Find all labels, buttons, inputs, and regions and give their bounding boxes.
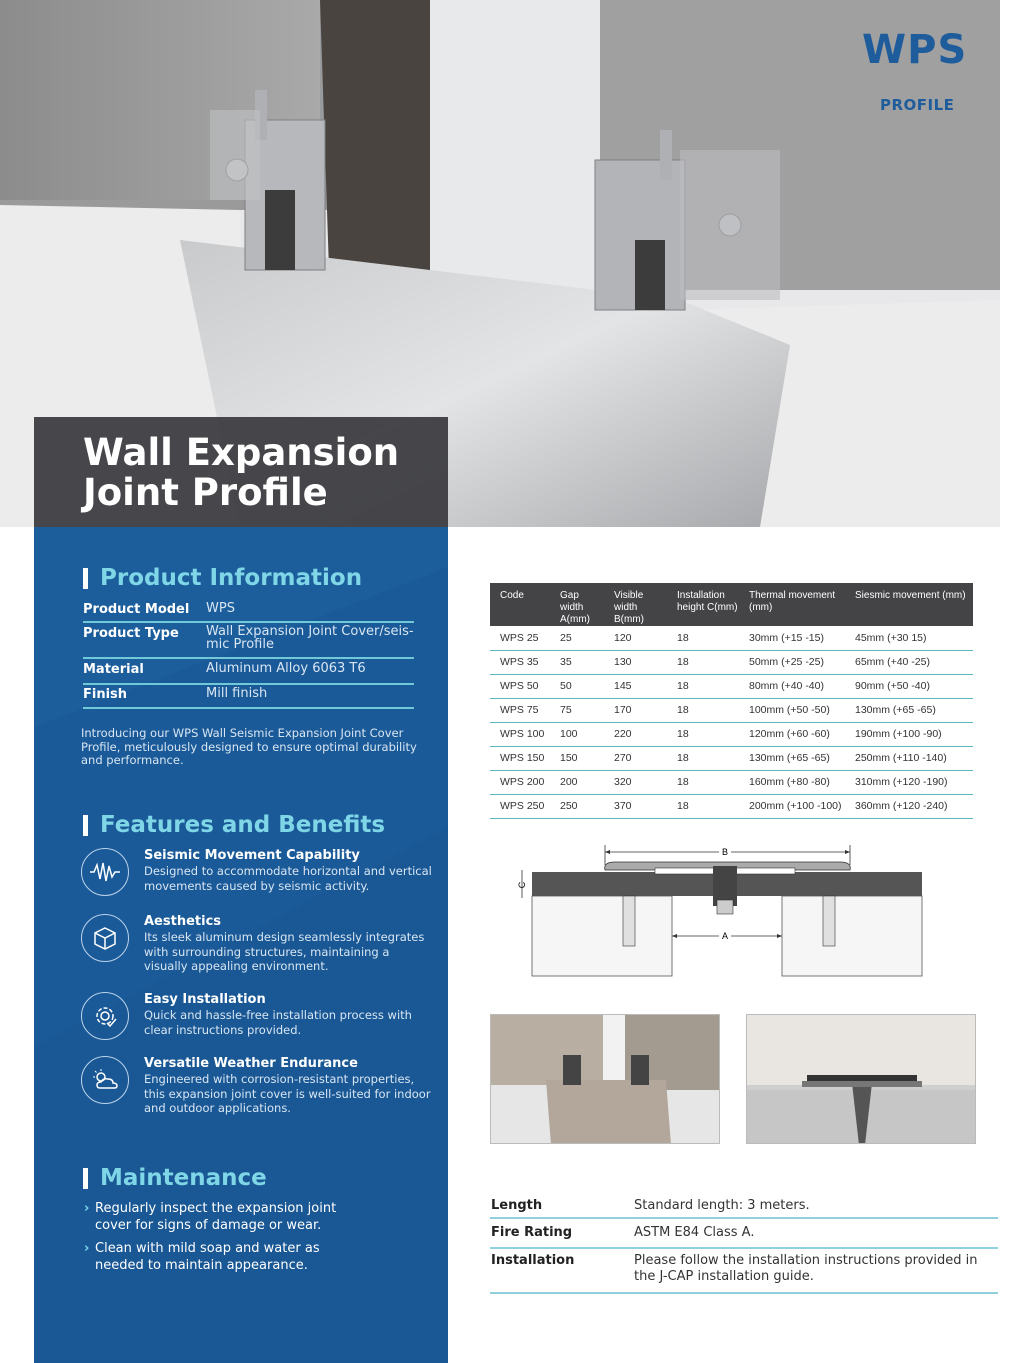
table-cell: 18 xyxy=(667,626,739,650)
table-cell: 130mm (+65 -65) xyxy=(845,698,973,722)
table-cell: 18 xyxy=(667,770,739,794)
gear-check-icon xyxy=(81,992,129,1040)
table-cell: 220 xyxy=(604,722,667,746)
col-seismic-movement: Siesmic movement (mm) xyxy=(845,583,973,626)
col-visible-width: Visible width B(mm) xyxy=(604,583,667,626)
col-code: Code xyxy=(490,583,550,626)
info-row-model: Product Model WPS xyxy=(83,599,414,623)
table-cell: WPS 35 xyxy=(490,650,550,674)
table-cell: 320 xyxy=(604,770,667,794)
feature-weather: Versatile Weather Endurance Engineered with corrosion-resistant properties, this expansion joint cover is well-suited for indoor and outdoor applications. xyxy=(81,1056,431,1118)
table-cell: 65mm (+40 -25) xyxy=(845,650,973,674)
feature-aesthetics: Aesthetics Its sleek aluminum design seamlessly integrates with surrounding structures, maintaining a visually appealing environment. xyxy=(81,914,431,980)
table-cell: 18 xyxy=(667,722,739,746)
maintenance-heading: Maintenance xyxy=(83,1165,267,1191)
table-cell: 150 xyxy=(550,746,604,770)
dimension-b-label: B xyxy=(721,847,729,857)
table-cell: 170 xyxy=(604,698,667,722)
cross-section-diagram xyxy=(505,840,975,985)
spec-row-length: Length Standard length: 3 meters. xyxy=(490,1196,998,1219)
table-cell: 360mm (+120 -240) xyxy=(845,794,973,818)
info-row-material: Material Aluminum Alloy 6063 T6 xyxy=(83,659,414,685)
table-cell: 120mm (+60 -60) xyxy=(739,722,845,746)
table-cell: 35 xyxy=(550,650,604,674)
table-cell: 50mm (+25 -25) xyxy=(739,650,845,674)
table-cell: 250mm (+110 -140) xyxy=(845,746,973,770)
table-header-row xyxy=(490,583,973,626)
table-cell: 18 xyxy=(667,650,739,674)
col-gap-width: Gap width A(mm) xyxy=(550,583,604,626)
page-title: Wall Expansion Joint Profile xyxy=(83,431,400,514)
info-row-finish: Finish Mill finish xyxy=(83,685,414,709)
table-cell: 50 xyxy=(550,674,604,698)
install-photo-floor xyxy=(746,1014,976,1144)
table-cell: 90mm (+50 -40) xyxy=(845,674,973,698)
table-cell: 190mm (+100 -90) xyxy=(845,722,973,746)
table-row xyxy=(490,722,973,746)
table-row xyxy=(490,746,973,770)
feature-installation: Easy Installation Quick and hassle-free installation process with clear instructions provided. xyxy=(81,992,431,1044)
table-cell: 18 xyxy=(667,674,739,698)
table-cell: 145 xyxy=(604,674,667,698)
table-cell: 80mm (+40 -40) xyxy=(739,674,845,698)
table-cell: 160mm (+80 -80) xyxy=(739,770,845,794)
table-cell: 130mm (+65 -65) xyxy=(739,746,845,770)
table-cell: 30mm (+15 -15) xyxy=(739,626,845,650)
features-heading: Features and Benefits xyxy=(83,812,385,838)
table-cell: WPS 50 xyxy=(490,674,550,698)
sun-cloud-icon xyxy=(81,1056,129,1104)
table-cell: 130 xyxy=(604,650,667,674)
table-cell: 200 xyxy=(550,770,604,794)
col-installation-height: Installation height C(mm) xyxy=(667,583,739,626)
info-panel xyxy=(34,527,448,1363)
table-row xyxy=(490,650,973,674)
spec-row-installation: Installation Please follow the installation instructions provided in the J-CAP installation guide. xyxy=(490,1251,998,1294)
table-cell: WPS 25 xyxy=(490,626,550,650)
logo-subtitle: PROFILE xyxy=(880,96,955,114)
seismic-wave-icon xyxy=(81,848,129,896)
install-photo-wall xyxy=(490,1014,720,1144)
chevron-right-icon: › xyxy=(84,1201,90,1216)
table-cell: 200mm (+100 -100) xyxy=(739,794,845,818)
table-cell: 100 xyxy=(550,722,604,746)
table-cell: 18 xyxy=(667,794,739,818)
table-cell: WPS 150 xyxy=(490,746,550,770)
intro-text: Introducing our WPS Wall Seismic Expansion Joint Cover Profile, meticulously designed to ensure optimal durability and performance. xyxy=(81,726,417,767)
spec-table xyxy=(490,583,973,819)
table-cell: 25 xyxy=(550,626,604,650)
table-cell: 250 xyxy=(550,794,604,818)
table-cell: 370 xyxy=(604,794,667,818)
maintenance-item: › Clean with mild soap and water as needed to maintain appearance. xyxy=(84,1241,320,1273)
chevron-right-icon: › xyxy=(84,1241,90,1256)
cube-icon xyxy=(81,914,129,962)
table-row xyxy=(490,794,973,818)
table-row xyxy=(490,626,973,650)
info-row-type: Product Type Wall Expansion Joint Cover/seis-mic Profile xyxy=(83,623,414,659)
table-cell: WPS 250 xyxy=(490,794,550,818)
table-cell: 310mm (+120 -190) xyxy=(845,770,973,794)
table-cell: 18 xyxy=(667,746,739,770)
table-cell: 18 xyxy=(667,698,739,722)
spec-row-fire-rating: Fire Rating ASTM E84 Class A. xyxy=(490,1222,998,1249)
feature-seismic: Seismic Movement Capability Designed to accommodate horizontal and vertical movements caused by seismic activity. xyxy=(81,848,431,908)
title-box xyxy=(34,417,448,527)
dimension-c-label: C xyxy=(517,881,527,889)
table-cell: WPS 75 xyxy=(490,698,550,722)
dimension-a-label: A xyxy=(721,931,729,941)
table-cell: WPS 200 xyxy=(490,770,550,794)
table-cell: 45mm (+30 15) xyxy=(845,626,973,650)
table-cell: WPS 100 xyxy=(490,722,550,746)
maintenance-item: › Regularly inspect the expansion joint cover for signs of damage or wear. xyxy=(84,1201,337,1233)
table-row xyxy=(490,698,973,722)
table-row xyxy=(490,674,973,698)
table-cell: 120 xyxy=(604,626,667,650)
table-cell: 270 xyxy=(604,746,667,770)
product-info-heading: Product Information xyxy=(83,565,362,591)
table-cell: 75 xyxy=(550,698,604,722)
table-cell: 100mm (+50 -50) xyxy=(739,698,845,722)
col-thermal-movement: Thermal movement (mm) xyxy=(739,583,845,626)
table-row xyxy=(490,770,973,794)
logo-wordmark: WPS xyxy=(862,27,968,73)
